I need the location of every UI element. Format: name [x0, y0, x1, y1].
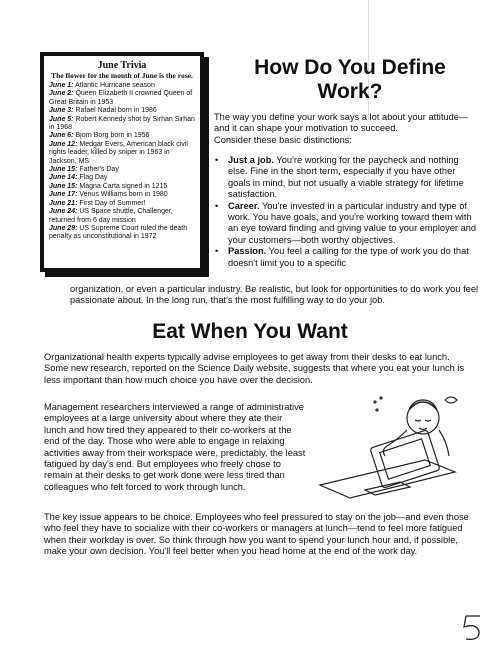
list-item: • Career. You're invested in a particular industry and type of work. You have goals, and you're working toward them with an eye toward finding and giving value to your employer and your customers—both worthy objectives. [215, 200, 477, 245]
trivia-item: June 15: Magna Carta signed in 1215 [49, 182, 168, 190]
article-paragraph: Management researchers interviewed a range of administrative employees at a large university about where they ate their lunch and how tired they appeared to their co-workers at the end of the day. Those who were able to engage in relaxing activities away from their workspace were, predictably, the least fatigued by day's end. But employees who freely chose to remain at their desks to get work done were less tired than colleagues who felt forced to work through lunch. [44, 402, 306, 492]
list-item: • Just a job. You're working for the paycheck and nothing else. Fine in the short term, especially if you have other goals in mind, but not usually a viable strategy for lifetime satisfaction. [215, 155, 464, 200]
article-title-define-work: How Do You Define Work? [254, 56, 446, 103]
bullet-icon: • [215, 200, 219, 211]
bullet-icon: • [215, 246, 219, 257]
trivia-item: June 1: Atlantic Hurricane season [49, 82, 155, 89]
trivia-item: June 17: Venus Williams born in 1980 [49, 191, 168, 199]
trivia-subtitle: The flower for the month of June is the rose. [51, 71, 193, 80]
trivia-item: June 14: Flag Day [49, 174, 108, 182]
trivia-item: June 29: US Supreme Court ruled the death penalty as unconstitutional in 1972 [49, 224, 188, 241]
trivia-list [49, 82, 195, 242]
trivia-item: June 24: US Space shuttle, Challenger, returned from 6 day mission [49, 208, 173, 224]
trivia-item: June 5: Robert Kennedy shot by Sirhan Sirhan in 1968 [49, 115, 195, 132]
bullet-icon: • [215, 155, 219, 165]
trivia-item: June 15: Father's Day [49, 166, 119, 174]
trivia-item: June 2: Queen Elizabeth II crowned Queen of Great Britain in 1953 [49, 90, 193, 106]
distinctions-list [214, 155, 478, 269]
article-paragraph: Organizational health experts typically advise employees to get away from their desks to eat lunch. Some new research, reported on the Science Daily website, suggests that where you eat your lunch is less important than how much choice you have over the decision. [44, 352, 465, 385]
article-continuation: organization, or even a particular industry. Be realistic, but look for opportunities to do work you feel passionate about. In the long run, that's the most fulfilling way to do your job. [70, 284, 479, 306]
article-intro: The way you define your work says a lot about your attitude—and it can shape your motivation to succeed. Consider these basic distinctions: [214, 112, 469, 145]
trivia-item: June 6: Bjorn Borg born in 1956 [49, 132, 150, 140]
trivia-item: June 12: Medgar Evers, American black civil rights leader, killed by sniper in 1963 in Jackson, MS [49, 140, 188, 165]
article-title-eat: Eat When You Want [152, 320, 348, 343]
june-trivia-box [40, 52, 204, 272]
trivia-title: June Trivia [97, 60, 147, 71]
article-paragraph: The key issue appears to be choice. Employees who feel pressured to stay on the job—and even those who feel they have to socialize with their co-workers or managers at lunch—tend to feel more fatigued when their workday is over. So think through how you want to spend your lunch hour and, if possible, make your own decision. You'll feel better when you head home at the end of the work day. [44, 512, 469, 557]
trivia-item: June 21: First Day of Summer! [49, 199, 146, 207]
page-number-handwritten [458, 612, 486, 644]
tired-worker-clipart [305, 390, 465, 500]
trivia-item: June 3: Rafael Nadal born in 1986 [49, 107, 157, 115]
list-item: • Passion. You feel a calling for the type of work you do that doesn't limit you to a specific [215, 246, 469, 268]
